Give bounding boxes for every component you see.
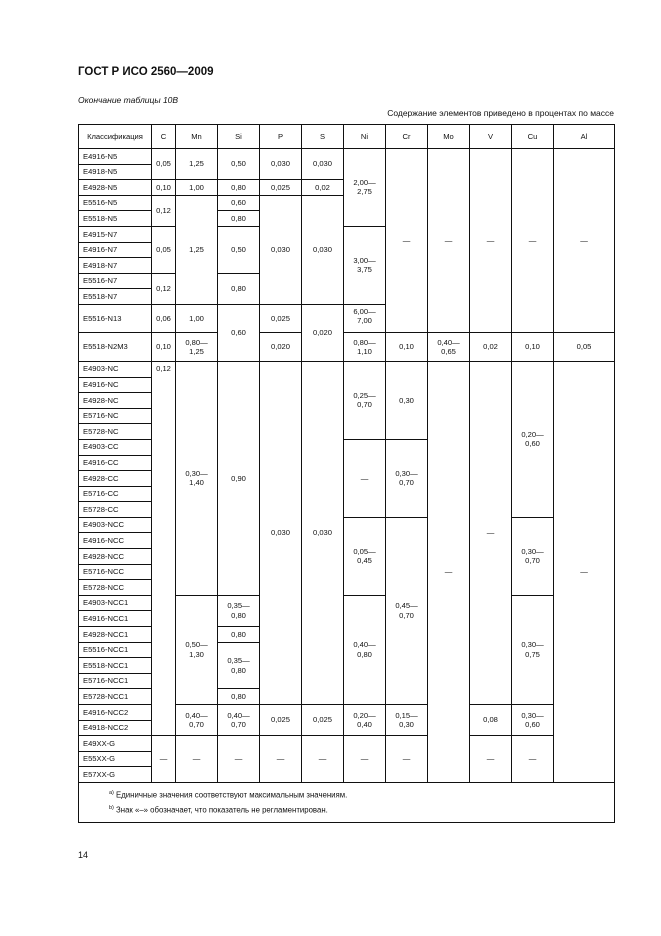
classification-cell: E5516-N7 xyxy=(79,273,152,289)
value-cell-mn: 1,25 xyxy=(176,195,218,304)
value-cell-cr: 0,10 xyxy=(386,333,428,362)
classification-cell: E5516-NCC1 xyxy=(79,642,152,658)
classification-cell: E4928-NC xyxy=(79,393,152,409)
classification-cell: E4916-NCC1 xyxy=(79,611,152,627)
value-cell-si: 0,50 xyxy=(218,149,260,180)
classification-cell: E4916-N5 xyxy=(79,149,152,165)
value-cell-s: 0,02 xyxy=(302,180,344,196)
column-header: Классификация xyxy=(79,125,152,149)
column-header: S xyxy=(302,125,344,149)
classification-cell: E55XX-G xyxy=(79,751,152,767)
table-row xyxy=(79,361,615,377)
classification-cell: E5518-NCC1 xyxy=(79,658,152,674)
value-cell-s: 0,020 xyxy=(302,304,344,361)
classification-cell: E4918-N7 xyxy=(79,258,152,274)
value-cell-ni: 6,00— 7,00 xyxy=(344,304,386,333)
classification-cell: E5728-NCC1 xyxy=(79,689,152,705)
value-cell-s: 0,030 xyxy=(302,195,344,304)
value-cell-p: 0,030 xyxy=(260,195,302,304)
classification-cell: E5728-NC xyxy=(79,424,152,440)
column-header: V xyxy=(470,125,512,149)
value-cell-s: 0,025 xyxy=(302,705,344,736)
classification-cell: E4928-CC xyxy=(79,471,152,487)
value-cell-cr: — xyxy=(386,149,428,333)
classification-cell: E5728-NCC xyxy=(79,580,152,596)
table-row xyxy=(79,736,615,752)
column-header: Cu xyxy=(512,125,554,149)
value-cell-s: 0,030 xyxy=(302,149,344,180)
value-cell-mn: 1,00 xyxy=(176,180,218,196)
document-title: ГОСТ Р ИСО 2560—2009 xyxy=(78,66,214,78)
value-cell-si: 0,60 xyxy=(218,304,260,361)
footnote xyxy=(109,802,614,817)
classification-cell: E4928-NCC1 xyxy=(79,627,152,643)
value-cell-cu: 0,30— 0,60 xyxy=(512,705,554,736)
value-cell-si: 0,35— 0,80 xyxy=(218,642,260,689)
value-cell-mn: 0,30— 1,40 xyxy=(176,361,218,595)
value-cell-mo: 0,40— 0,65 xyxy=(428,333,470,362)
value-cell-si: 0,50 xyxy=(218,226,260,273)
value-cell-c: 0,12 xyxy=(152,195,176,226)
classification-cell: E4916-NCC2 xyxy=(79,705,152,721)
value-cell-mn: 0,50— 1,30 xyxy=(176,595,218,704)
value-cell-cu: — xyxy=(512,149,554,333)
classification-cell: E4903-NCC xyxy=(79,517,152,533)
value-cell-al: — xyxy=(554,361,615,782)
value-cell-ni: 0,40— 0,80 xyxy=(344,595,386,704)
value-cell-p: 0,025 xyxy=(260,180,302,196)
value-cell-ni: 3,00— 3,75 xyxy=(344,226,386,304)
value-cell-c: 0,10 xyxy=(152,180,176,196)
classification-cell: E57XX-G xyxy=(79,767,152,783)
footnote-text: Знак «–» обозначает, что показатель не регламентирован. xyxy=(113,805,328,815)
value-cell-c: 0,05 xyxy=(152,149,176,180)
table-header-row xyxy=(79,125,615,149)
table-notes xyxy=(79,782,615,822)
value-cell-c: — xyxy=(152,736,176,783)
value-cell-cr: 0,45— 0,70 xyxy=(386,517,428,704)
footnote-mark: a) xyxy=(109,789,114,796)
value-cell-p: 0,030 xyxy=(260,361,302,704)
classification-cell: E4903-CC xyxy=(79,439,152,455)
table-row xyxy=(79,333,615,362)
column-header: Mn xyxy=(176,125,218,149)
value-cell-mn: 1,25 xyxy=(176,149,218,180)
value-cell-c: 0,05 xyxy=(152,226,176,273)
classification-cell: E5516-N5 xyxy=(79,195,152,211)
classification-cell: E4915-N7 xyxy=(79,226,152,242)
page-number: 14 xyxy=(78,850,89,860)
classification-cell: E5716-NCC1 xyxy=(79,673,152,689)
value-cell-p: — xyxy=(260,736,302,783)
table-continuation-caption: Окончание таблицы 10В xyxy=(78,95,179,105)
value-cell-cr: 0,30— 0,70 xyxy=(386,439,428,517)
value-cell-si: 0,80 xyxy=(218,180,260,196)
value-cell-c: 0,10 xyxy=(152,333,176,362)
value-cell-cu: — xyxy=(512,736,554,783)
value-cell-si: 0,40— 0,70 xyxy=(218,705,260,736)
classification-cell: E5716-NCC xyxy=(79,564,152,580)
value-cell-cu: 0,10 xyxy=(512,333,554,362)
classification-cell: E4916-NC xyxy=(79,377,152,393)
classification-cell: E5728-CC xyxy=(79,502,152,518)
value-cell-mn: 0,40— 0,70 xyxy=(176,705,218,736)
value-cell-si: 0,90 xyxy=(218,361,260,595)
value-cell-c: 0,12 xyxy=(152,361,176,735)
value-cell-v: 0,02 xyxy=(470,333,512,362)
column-header: Mo xyxy=(428,125,470,149)
classification-cell: E4903-NC xyxy=(79,361,152,377)
value-cell-mo: — xyxy=(428,361,470,782)
value-cell-cu: 0,30— 0,70 xyxy=(512,517,554,595)
classification-cell: E4918-N5 xyxy=(79,164,152,180)
classification-cell: E4916-CC xyxy=(79,455,152,471)
value-cell-cu: 0,30— 0,75 xyxy=(512,595,554,704)
table-row xyxy=(79,149,615,165)
classification-cell: E4928-N5 xyxy=(79,180,152,196)
value-cell-c: 0,12 xyxy=(152,273,176,304)
value-cell-cr: — xyxy=(386,736,428,783)
value-cell-ni: 0,05— 0,45 xyxy=(344,517,386,595)
footnote-text: Единичные значения соответствуют максимальным значениям. xyxy=(113,790,348,800)
value-cell-si: 0,80 xyxy=(218,211,260,227)
units-note: Содержание элементов приведено в процентах по массе xyxy=(387,108,614,118)
notes-row xyxy=(79,782,615,822)
value-cell-cr: 0,15— 0,30 xyxy=(386,705,428,736)
value-cell-mn: — xyxy=(176,736,218,783)
classification-cell: E5516-N13 xyxy=(79,304,152,333)
value-cell-si: 0,80 xyxy=(218,627,260,643)
classification-cell: E5518-N7 xyxy=(79,289,152,305)
column-header: P xyxy=(260,125,302,149)
value-cell-cr: 0,30 xyxy=(386,361,428,439)
classification-cell: E4916-N7 xyxy=(79,242,152,258)
value-cell-p: 0,030 xyxy=(260,149,302,180)
column-header: Si xyxy=(218,125,260,149)
classification-cell: E5716-CC xyxy=(79,486,152,502)
value-cell-si: 0,80 xyxy=(218,273,260,304)
value-cell-ni: 0,20— 0,40 xyxy=(344,705,386,736)
classification-cell: E4903-NCC1 xyxy=(79,595,152,611)
value-cell-si: 0,80 xyxy=(218,689,260,705)
column-header: C xyxy=(152,125,176,149)
classification-cell: E49XX-G xyxy=(79,736,152,752)
value-cell-ni: — xyxy=(344,736,386,783)
value-cell-c: 0,06 xyxy=(152,304,176,333)
column-header: Ni xyxy=(344,125,386,149)
value-cell-si: — xyxy=(218,736,260,783)
value-cell-si: 0,60 xyxy=(218,195,260,211)
value-cell-v: — xyxy=(470,361,512,704)
value-cell-al: 0,05 xyxy=(554,333,615,362)
value-cell-si: 0,35— 0,80 xyxy=(218,595,260,626)
value-cell-ni: 0,80— 1,10 xyxy=(344,333,386,362)
classification-cell: E5716-NC xyxy=(79,408,152,424)
classification-cell: E5518-N5 xyxy=(79,211,152,227)
value-cell-mo: — xyxy=(428,149,470,333)
value-cell-ni: 0,25— 0,70 xyxy=(344,361,386,439)
value-cell-cu: 0,20— 0,60 xyxy=(512,361,554,517)
classification-cell: E4916-NCC xyxy=(79,533,152,549)
value-cell-al: — xyxy=(554,149,615,333)
classification-cell: E4928-NCC xyxy=(79,549,152,565)
value-cell-mn: 1,00 xyxy=(176,304,218,333)
classification-cell: E5518-N2M3 xyxy=(79,333,152,362)
value-cell-ni: 2,00— 2,75 xyxy=(344,149,386,227)
value-cell-s: 0,030 xyxy=(302,361,344,704)
value-cell-p: 0,025 xyxy=(260,304,302,333)
value-cell-v: — xyxy=(470,149,512,333)
value-cell-s: — xyxy=(302,736,344,783)
column-header: Al xyxy=(554,125,615,149)
value-cell-v: — xyxy=(470,736,512,783)
footnote-mark: b) xyxy=(109,804,114,811)
composition-table xyxy=(78,124,615,823)
value-cell-p: 0,025 xyxy=(260,705,302,736)
value-cell-p: 0,020 xyxy=(260,333,302,362)
value-cell-ni: — xyxy=(344,439,386,517)
value-cell-v: 0,08 xyxy=(470,705,512,736)
classification-cell: E4918-NCC2 xyxy=(79,720,152,736)
column-header: Cr xyxy=(386,125,428,149)
footnote xyxy=(109,787,614,802)
value-cell-mn: 0,80— 1,25 xyxy=(176,333,218,362)
